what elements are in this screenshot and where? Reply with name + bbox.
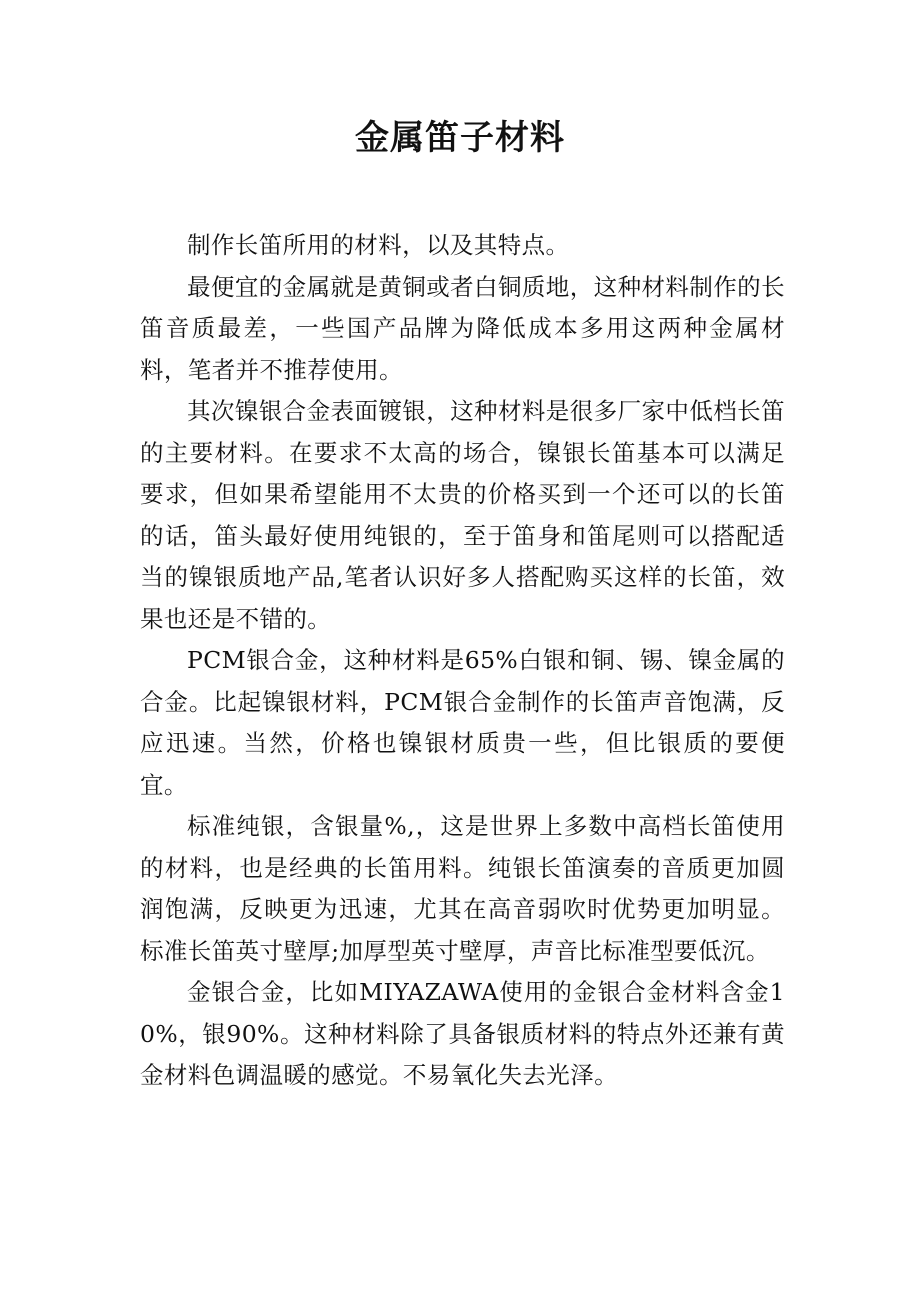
paragraph-gold-silver: 金银合金，比如MIYAZAWA使用的金银合金材料含金10%，银90%。这种材料除了具备银质材料的特点外还兼有黄金材料色调温暖的感觉。不易氧化失去光泽。 [140, 978, 785, 1089]
paragraph-sterling-silver: 标准纯银，含银量%,，这是世界上多数中高档长笛使用的材料，也是经典的长笛用料。纯银长笛演奏的音质更加圆润饱满，反映更为迅速，尤其在高音弱吹时优势更加明显。标准长笛英寸壁厚;加厚型英寸壁厚，声音比标准型要低沉。 [140, 812, 785, 965]
page-title: 金属笛子材料 [355, 118, 565, 158]
paragraph-nickel-silver: 其次镍银合金表面镀银，这种材料是很多厂家中低档长笛的主要材料。在要求不太高的场合，镍银长笛基本可以满足要求，但如果希望能用不太贵的价格买到一个还可以的长笛的话，笛头最好使用纯银的，至于笛身和笛尾则可以搭配适当的镍银质地产品,笔者认识好多人搭配购买这样的长笛，效果也还是不错的。 [140, 397, 785, 633]
document-body [140, 225, 785, 1097]
paragraph-pcm-silver: PCM银合金，这种材料是65%白银和铜、锡、镍金属的合金。比起镍银材料，PCM银合金制作的长笛声音饱满，反应迅速。当然，价格也镍银材质贵一些，但比银质的要便宜。 [140, 646, 785, 799]
paragraph-brass: 最便宜的金属就是黄铜或者白铜质地，这种材料制作的长笛音质最差，一些国产品牌为降低成本多用这两种金属材料，笔者并不推荐使用。 [140, 272, 785, 384]
paragraph-intro: 制作长笛所用的材料，以及其特点。 [187, 231, 570, 259]
